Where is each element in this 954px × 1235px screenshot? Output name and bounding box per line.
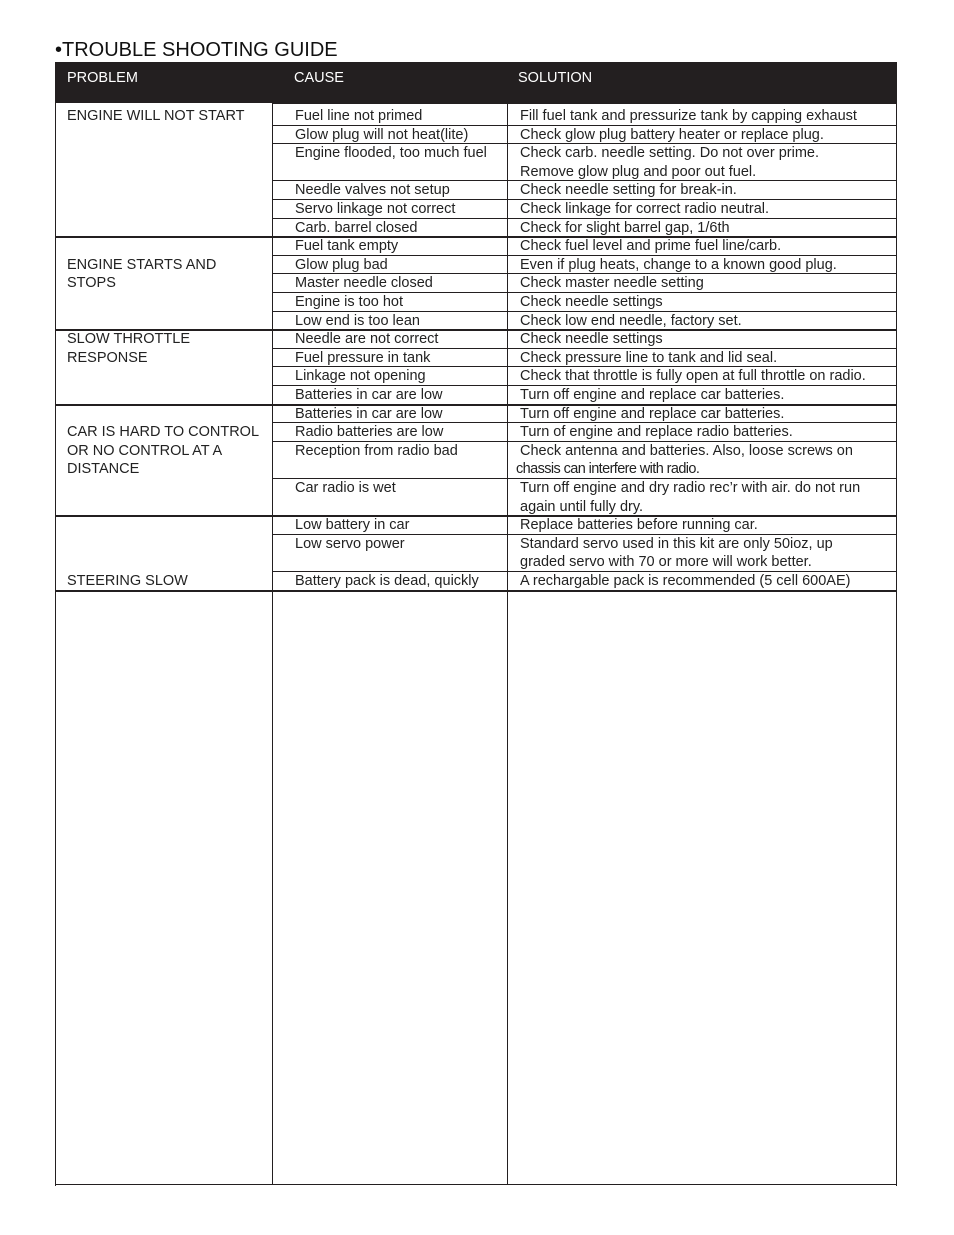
problem-label: DISTANCE (67, 461, 140, 478)
table-header (55, 62, 897, 103)
cause-cell: Linkage not opening (295, 368, 426, 385)
problem-label: ENGINE STARTS AND (67, 256, 217, 273)
cause-cell: Glow plug will not heat(lite) (295, 126, 469, 143)
cause-cell: Servo linkage not correct (295, 201, 456, 217)
problem-label: RESPONSE (67, 349, 148, 366)
solution-cell: A rechargable pack is recommended (5 cell 600AE) (520, 573, 851, 589)
cause-cell: Master needle closed (295, 275, 433, 292)
cause-cell: Reception from radio bad (295, 442, 458, 459)
solution-cell: Standard servo used in this kit are only 50ioz, up (520, 535, 833, 552)
cause-cell: Batteries in car are low (295, 405, 443, 422)
solution-cell: Turn off engine and dry radio rec’r with air. do not run (520, 480, 861, 496)
problem-label: ENGINE WILL NOT START (67, 108, 245, 124)
cause-cell: Fuel line not primed (295, 108, 423, 124)
solution-cell: chassis can interfere with radio. (516, 461, 700, 478)
page-title (55, 38, 338, 62)
column-divider-solution (507, 103, 508, 1185)
body-top-line (272, 103, 897, 104)
table-border-left (55, 62, 56, 1186)
solution-cell: Check master needle setting (520, 275, 704, 292)
solution-cell: Remove glow plug and poor out fuel. (520, 163, 757, 180)
solution-cell: again until fully dry. (520, 498, 644, 515)
cause-cell: Fuel tank empty (295, 238, 399, 255)
solution-cell: Check that throttle is fully open at full throttle on radio. (520, 368, 866, 385)
solution-cell: Check needle settings (520, 331, 663, 348)
solution-cell: Turn off engine and replace car batteries. (520, 387, 785, 403)
header-cause: CAUSE (294, 70, 344, 86)
solution-cell: Check carb. needle setting. Do not over prime. (520, 145, 820, 162)
problem-label: CAR IS HARD TO CONTROL (67, 424, 260, 441)
cause-cell: Glow plug bad (295, 256, 388, 273)
cause-cell: Fuel pressure in tank (295, 349, 431, 366)
cause-cell: Engine is too hot (295, 294, 404, 310)
header-solution: SOLUTION (518, 70, 593, 86)
cause-cell: Needle are not correct (295, 331, 439, 348)
cause-cell: Batteries in car are low (295, 387, 443, 403)
solution-cell: Turn off engine and replace car batteries. (520, 405, 785, 422)
solution-cell: Check antenna and batteries. Also, loose screws on (520, 442, 853, 459)
solution-cell: Fill fuel tank and pressurize tank by capping exhaust (520, 108, 857, 124)
solution-cell: Replace batteries before running car. (520, 517, 758, 534)
solution-cell: Check for slight barrel gap, 1/6th (520, 219, 730, 236)
solution-cell: Check pressure line to tank and lid seal. (520, 349, 778, 366)
solution-cell: Check needle setting for break-in. (520, 182, 737, 199)
cause-cell: Low servo power (295, 535, 405, 552)
group-divider (56, 590, 897, 592)
problem-label: SLOW THROTTLE (67, 331, 190, 348)
solution-cell: Check low end needle, factory set. (520, 312, 742, 329)
title-bullet: • (55, 39, 63, 61)
solution-cell: Check linkage for correct radio neutral. (520, 201, 770, 217)
title-text: TROUBLE SHOOTING GUIDE (62, 39, 338, 61)
cause-cell: Low end is too lean (295, 312, 420, 329)
problem-label: STEERING SLOW (67, 573, 188, 589)
column-divider-cause (272, 103, 273, 1185)
header-problem: PROBLEM (67, 70, 138, 86)
solution-cell: Turn of engine and replace radio batteries. (520, 424, 793, 441)
solution-cell: Check fuel level and prime fuel line/carb. (520, 238, 782, 255)
cause-cell: Battery pack is dead, quickly (295, 573, 479, 589)
solution-cell: graded servo with 70 or more will work better. (520, 554, 812, 571)
cause-cell: Needle valves not setup (295, 182, 450, 199)
solution-cell: Check needle settings (520, 294, 663, 310)
cause-cell: Engine flooded, too much fuel (295, 145, 487, 162)
solution-cell: Even if plug heats, change to a known good plug. (520, 256, 837, 273)
problem-label: OR NO CONTROL AT A (67, 442, 223, 459)
problem-label: STOPS (67, 275, 116, 292)
cause-cell: Carb. barrel closed (295, 219, 418, 236)
group-divider (56, 515, 897, 517)
cause-cell: Radio batteries are low (295, 424, 444, 441)
cause-cell: Low battery in car (295, 517, 410, 534)
table-border-bottom (55, 1184, 897, 1185)
table-border-right (896, 62, 897, 1186)
solution-cell: Check glow plug battery heater or replace plug. (520, 126, 824, 143)
cause-cell: Car radio is wet (295, 480, 396, 496)
